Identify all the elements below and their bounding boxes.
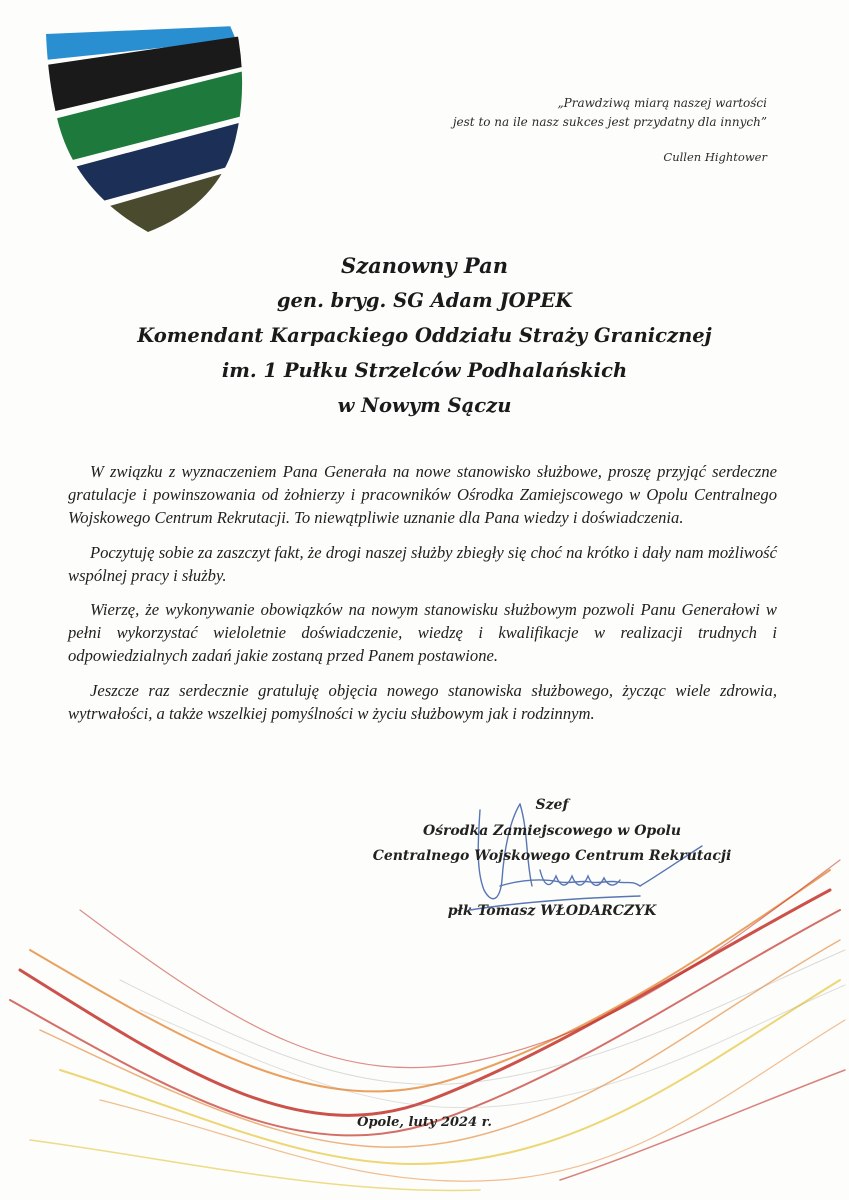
signature-institution: Centralnego Wojskowego Centrum Rekrutacji [372,848,732,864]
signature-office: Ośrodka Zamiejscowego w Opolu [422,822,682,839]
addressee-position: Komendant Karpackiego Oddziału Straży Granicznej [137,324,712,347]
signature-block [352,793,752,924]
salutation: Szanowny Pan [341,253,508,278]
body-paragraph-1: W związku z wyznaczeniem Pana Generała na nowe stanowisko służbowe, proszę przyjąć serdeczne gratulacje i powinszowania od żołnierzy i pracowników Ośrodka Zamiejscowego w Opolu Centralnego Wojskowego Centrum Rekrutacji. To niewątpliwie uznanie dla Pana wiedzy i doświadczenia. [68,462,777,528]
letter-body [68,460,777,736]
body-paragraph-4: Jeszcze raz serdecznie gratuluję objęcia nowego stanowiska służbowego, życząc wiele zdrowia, wytrwałości, a także wszelkiej pomyślności w życiu służbowym jak i rodzinnym. [68,680,777,723]
motto-line-2: jest to na ile nasz sukces jest przydatny dla innych” [452,115,767,129]
motto-line-1: „Prawdziwą miarą naszej wartości [557,96,767,110]
motto-quote [347,94,767,167]
place-and-date: Opole, luty 2024 r. [357,1115,492,1130]
body-paragraph-3: Wierzę, że wykonywanie obowiązków na nowym stanowisku służbowym pozwoli Panu Generałowi w pełni wykorzystać wieloletnie doświadczenie, wiedzę i kwalifikacje w realizacji trudnych i odpowiedzialnych zadań jakie zostaną przed Panem postawione. [68,600,777,666]
addressee-location: w Nowym Sączu [337,394,512,417]
signature-title: Szef [535,797,569,813]
motto-author: Cullen Hightower [663,150,767,164]
body-paragraph-2: Poczytuję sobie za zaszczyt fakt, że drogi naszej służby zbiegły się choć na krótko i dały nam możliwość wspólnej pracy i służby. [68,542,777,585]
addressee-unit-patron: im. 1 Pułku Strzelców Podhalańskich [221,359,628,382]
addressee-name: gen. bryg. SG Adam JOPEK [276,289,573,312]
signatory-name: płk Tomasz WŁODARCZYK [447,902,657,919]
shield-logo-icon [36,22,256,237]
addressee-block [0,248,849,423]
